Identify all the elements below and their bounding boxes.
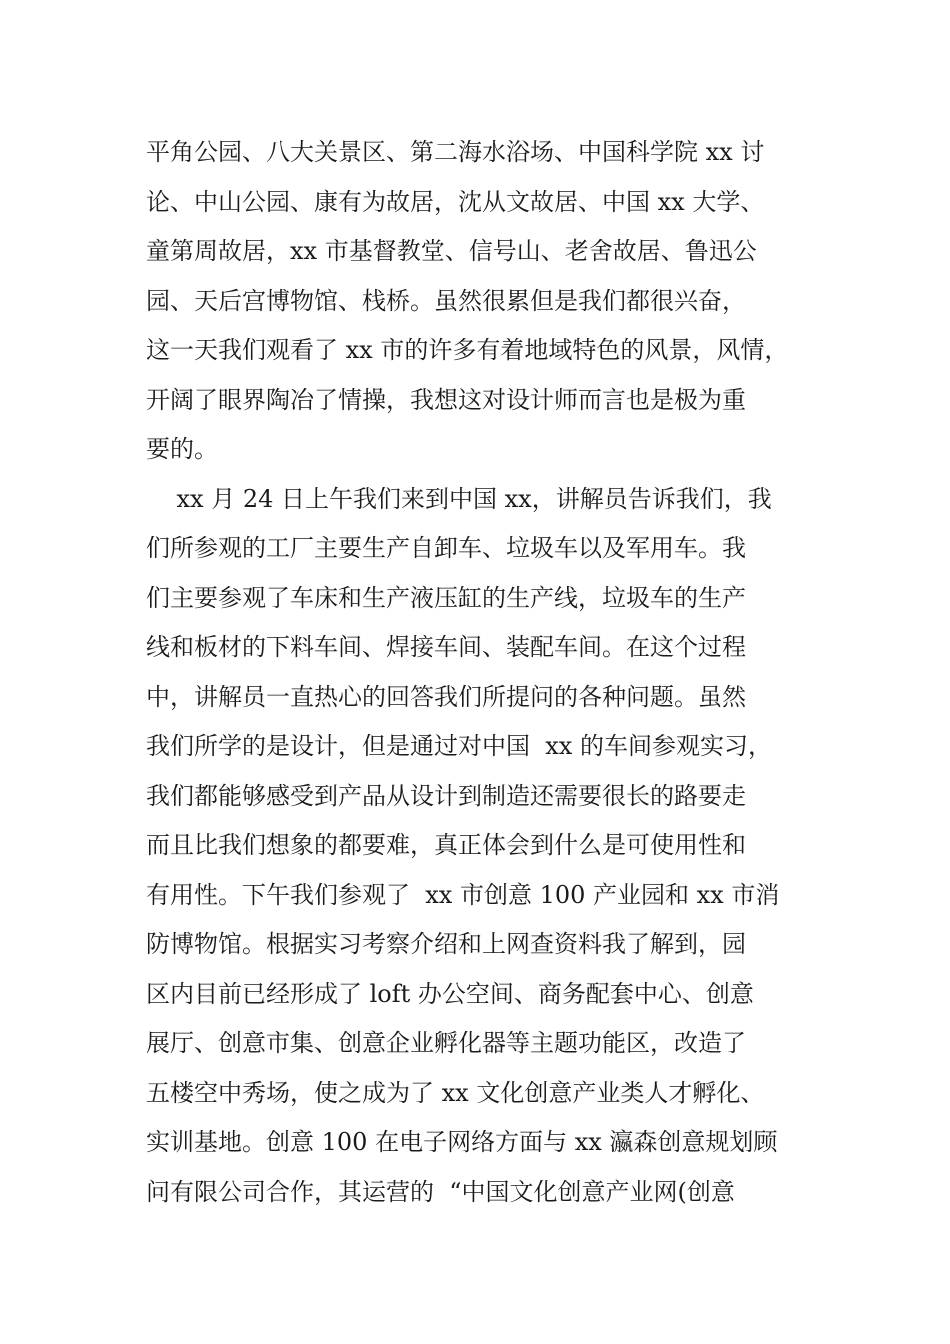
text-line: 童第周故居，xx 市基督教堂、信号山、老舍故居、鲁迅公 [146,237,757,265]
text-line: 五楼空中秀场，使之成为了 xx 文化创意产业类人才孵化、 [146,1078,765,1107]
text-line: 而且比我们想象的都要难，真正体会到什么是可使用性和 [146,831,746,859]
text-line: 园、天后宫博物馆、栈桥。虽然很累但是我们都很兴奋， [146,286,746,315]
text-line: 线和板材的下料车间、焊接车间、装配车间。在这个过程 [146,633,746,661]
text-line: 要的。 [146,435,218,463]
text-line: 防博物馆。根据实习考察介绍和上网查资料我了解到，园 [146,930,746,958]
text-line: 们所参观的工厂主要生产自卸车、垃圾车以及军用车。我 [146,534,746,562]
text-line: 中，讲解员一直热心的回答我们所提问的各种问题。虽然 [146,682,746,711]
text-line: 们主要参观了车床和生产液压缸的生产线，垃圾车的生产 [146,583,746,612]
body-text [146,128,814,1217]
paragraph-2 [146,475,814,1218]
text-line: 有用性。下午我们参观了 xx 市创意 100 产业园和 xx 市消 [146,880,780,909]
text-line: 区内目前已经形成了 loft 办公空间、商务配套中心、创意 [146,979,754,1008]
text-line: 展厅、创意市集、创意企业孵化器等主题功能区，改造了 [146,1029,746,1057]
text-line: 开阔了眼界陶冶了情操，我想这对设计师而言也是极为重 [146,385,746,414]
text-line: xx 月 24 日上午我们来到中国 xx，讲解员告诉我们，我 [146,484,772,513]
text-line: 我们所学的是设计，但是通过对中国 xx 的车间参观实习， [146,732,772,760]
text-line: 问有限公司合作，其运营的 “中国文化创意产业网(创意 [146,1177,735,1206]
paragraph-1 [146,128,814,475]
text-line: 这一天我们观看了 xx 市的许多有着地域特色的风景，风情， [146,336,789,364]
text-line: 论、中山公园、康有为故居，沈从文故居、中国 xx 大学、 [146,187,765,216]
text-line: 我们都能够感受到产品从设计到制造还需要很长的路要走 [146,781,746,810]
text-line: 平角公园、八大关景区、第二海水浴场、中国科学院 xx 讨 [146,138,765,166]
text-line: 实训基地。创意 100 在电子网络方面与 xx 瀛森创意规划顾 [146,1128,778,1156]
